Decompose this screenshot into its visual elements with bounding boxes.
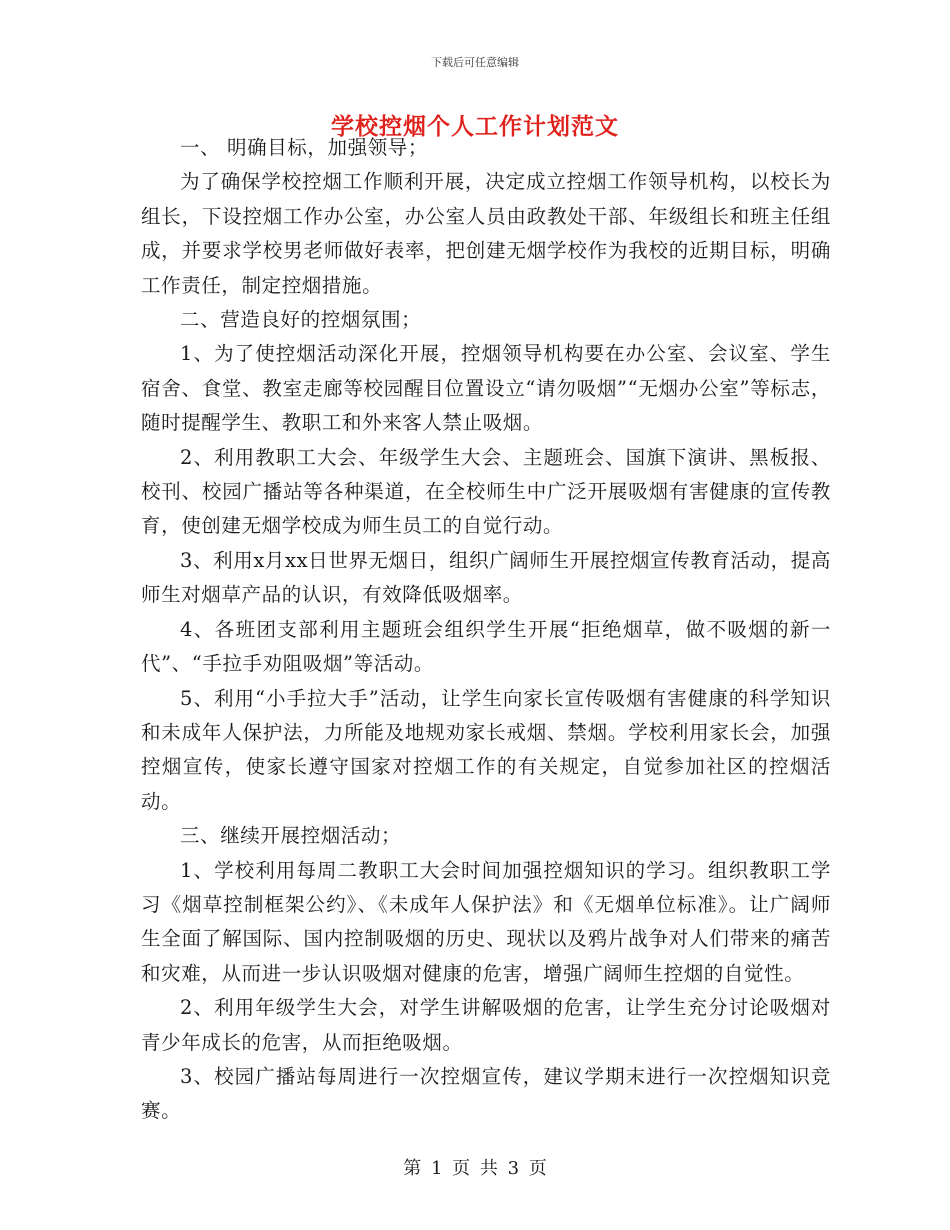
document-title: 学校控烟个人工作计划范文 [331,113,619,140]
paragraph: 三、继续开展控烟活动； [180,824,402,848]
document-body [141,131,831,1129]
paragraph: 3、利用x月xx日世界无烟日，组织广阔师生开展控烟宣传教育活动，提高师生对烟草产品的认识，有效降低吸烟率。 [141,548,831,607]
paragraph: 2、利用教职工大会、年级学生大会、主题班会、国旗下演讲、黑板报、校刊、校园广播站等各种渠道，在全校师生中广泛开展吸烟有害健康的宣传教育，使创建无烟学校成为师生员工的自觉行动。 [141,445,831,538]
paragraph: 为了确保学校控烟工作顺利开展，决定成立控烟工作领导机构，以校长为组长，下设控烟工作办公室，办公室人员由政教处干部、年级组长和班主任组成，并要求学校男老师做好表率，把创建无烟学校作为我校的近期目标，明确工作责任，制定控烟措施。 [141,170,831,297]
paragraph: 一、 明确目标，加强领导； [180,136,428,159]
paragraph: 3、校园广播站每周进行一次控烟宣传，建议学期末进行一次控烟知识竞赛。 [141,1064,831,1123]
paragraph: 1、学校利用每周二教职工大会时间加强控烟知识的学习。组织教职工学习《烟草控制框架公约》、《未成年人保护法》和《无烟单位标准》。让广阔师生全面了解国际、国内控制吸烟的历史、现状以及鸦片战争对人们带来的痛苦和灾难，从而进一步认识吸烟对健康的危害，增强广阔师生控烟的自觉性。 [141,858,831,985]
header-note: 下载后可任意编辑 [431,56,519,69]
paragraph: 1、为了使控烟活动深化开展，控烟领导机构要在办公室、会议室、学生宿舍、食堂、教室走廊等校园醒目位置设立“请勿吸烟”“无烟办公室”等标志，随时提醒学生、教职工和外来客人禁止吸烟。 [141,342,831,435]
paragraph: 2、利用年级学生大会，对学生讲解吸烟的危害，让学生充分讨论吸烟对青少年成长的危害，从而拒绝吸烟。 [141,996,831,1054]
paragraph: 二、营造良好的控烟氛围； [180,308,422,332]
page-footer: 第 1 页 共 3 页 [403,1158,547,1179]
paragraph: 5、利用“小手拉大手”活动，让学生向家长宣传吸烟有害健康的科学知识和未成年人保护法，力所能及地规劝家长戒烟、禁烟。学校利用家长会，加强控烟宣传，使家长遵守国家对控烟工作的有关规定，自觉参加社区的控烟活动。 [141,686,831,813]
paragraph: 4、各班团支部利用主题班会组织学生开展“拒绝烟草，做不吸烟的新一代”、“手拉手劝阻吸烟”等活动。 [141,617,831,676]
